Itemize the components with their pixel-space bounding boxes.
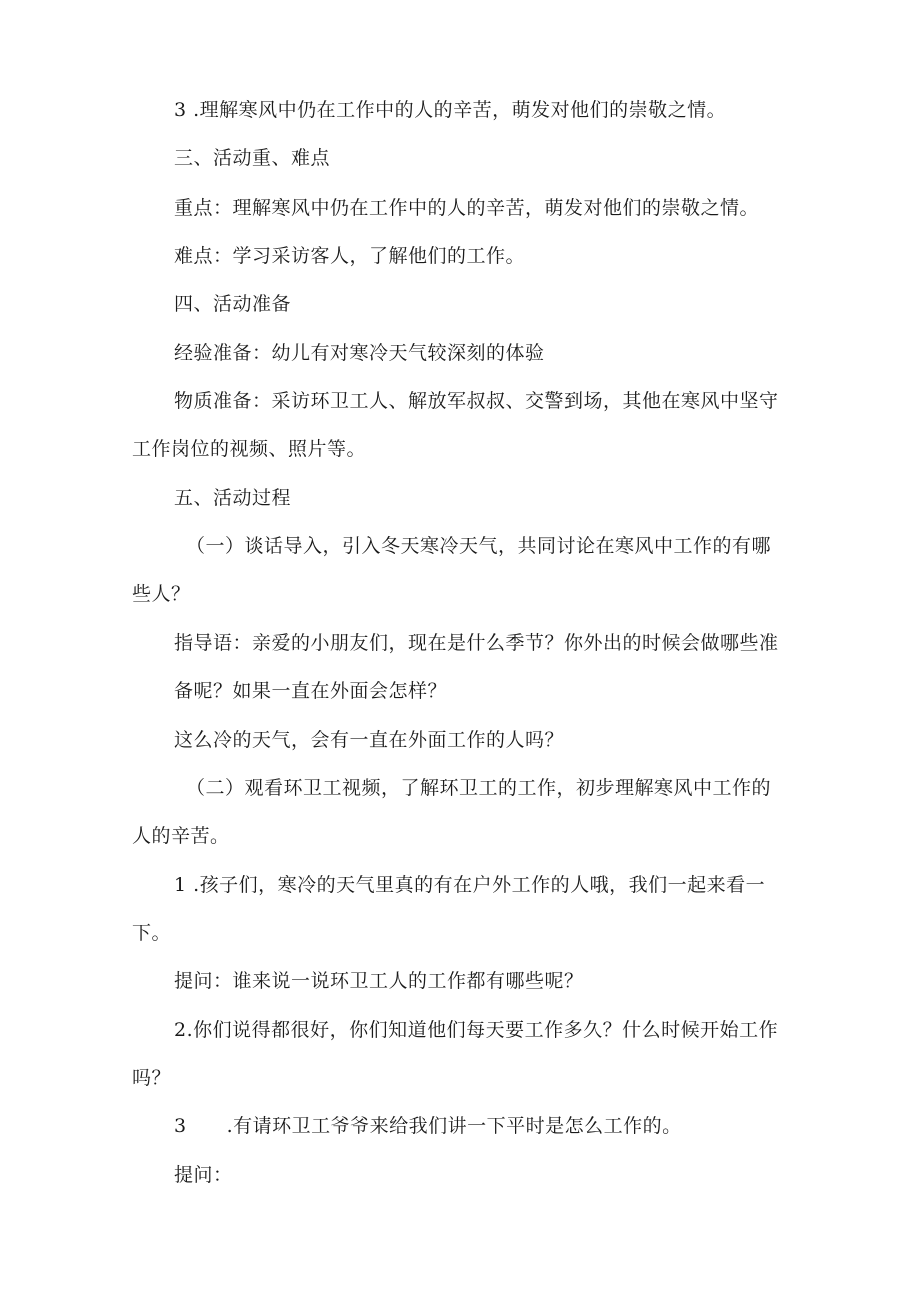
list-text: .有请环卫工爷爷来给我们讲一下平时是怎么工作的。 [226, 1115, 682, 1137]
list-number: 3 [174, 1115, 187, 1137]
subsection-heading: （二）观看环卫工视频，了解环卫工的工作，初步理解寒风中工作的 [186, 777, 772, 799]
text-line: 这么冷的天气，会有一直在外面工作的人吗？ [174, 729, 565, 751]
section-heading: 三、活动重、难点 [174, 147, 331, 169]
text-line [174, 1114, 682, 1138]
text-line: 经验准备：幼儿有对寒冷天气较深刻的体验 [174, 342, 545, 364]
text-line: 难点：学习采访客人，了解他们的工作。 [174, 245, 526, 267]
text-line: 2.你们说得都很好，你们知道他们每天要工作多久？什么时候开始工作 [174, 1019, 779, 1041]
text-line: 备呢？如果一直在外面会怎样？ [174, 680, 448, 702]
text-line: 物质准备：采访环卫工人、解放军叔叔、交警到场，其他在寒风中坚守 [174, 390, 779, 412]
text-line: 吗？ [132, 1067, 172, 1089]
text-line: 提问： [174, 1164, 233, 1186]
text-line: 指导语：亲爱的小朋友们，现在是什么季节？你外出的时候会做哪些准 [174, 632, 779, 654]
text-line: 1 .孩子们，寒冷的天气里真的有在户外工作的人哦，我们一起来看一 [174, 874, 766, 896]
text-line: 重点：理解寒风中仍在工作中的人的辛苦，萌发对他们的崇敬之情。 [174, 197, 760, 219]
section-heading: 五、活动过程 [174, 487, 292, 509]
section-heading: 四、活动准备 [174, 293, 292, 315]
subsection-heading: （一）谈话导入，引入冬天寒冷天气，共同讨论在寒风中工作的有哪 [186, 535, 772, 557]
text-line: 下。 [132, 922, 172, 944]
text-line: 提问：谁来说一说环卫工人的工作都有哪些呢？ [174, 970, 584, 992]
text-line: 工作岗位的视频、照片等。 [132, 438, 367, 460]
text-line: 3 .理解寒风中仍在工作中的人的辛苦，萌发对他们的崇敬之情。 [174, 99, 727, 121]
text-line: 些人？ [132, 583, 191, 605]
text-line: 人的辛苦。 [132, 825, 230, 847]
